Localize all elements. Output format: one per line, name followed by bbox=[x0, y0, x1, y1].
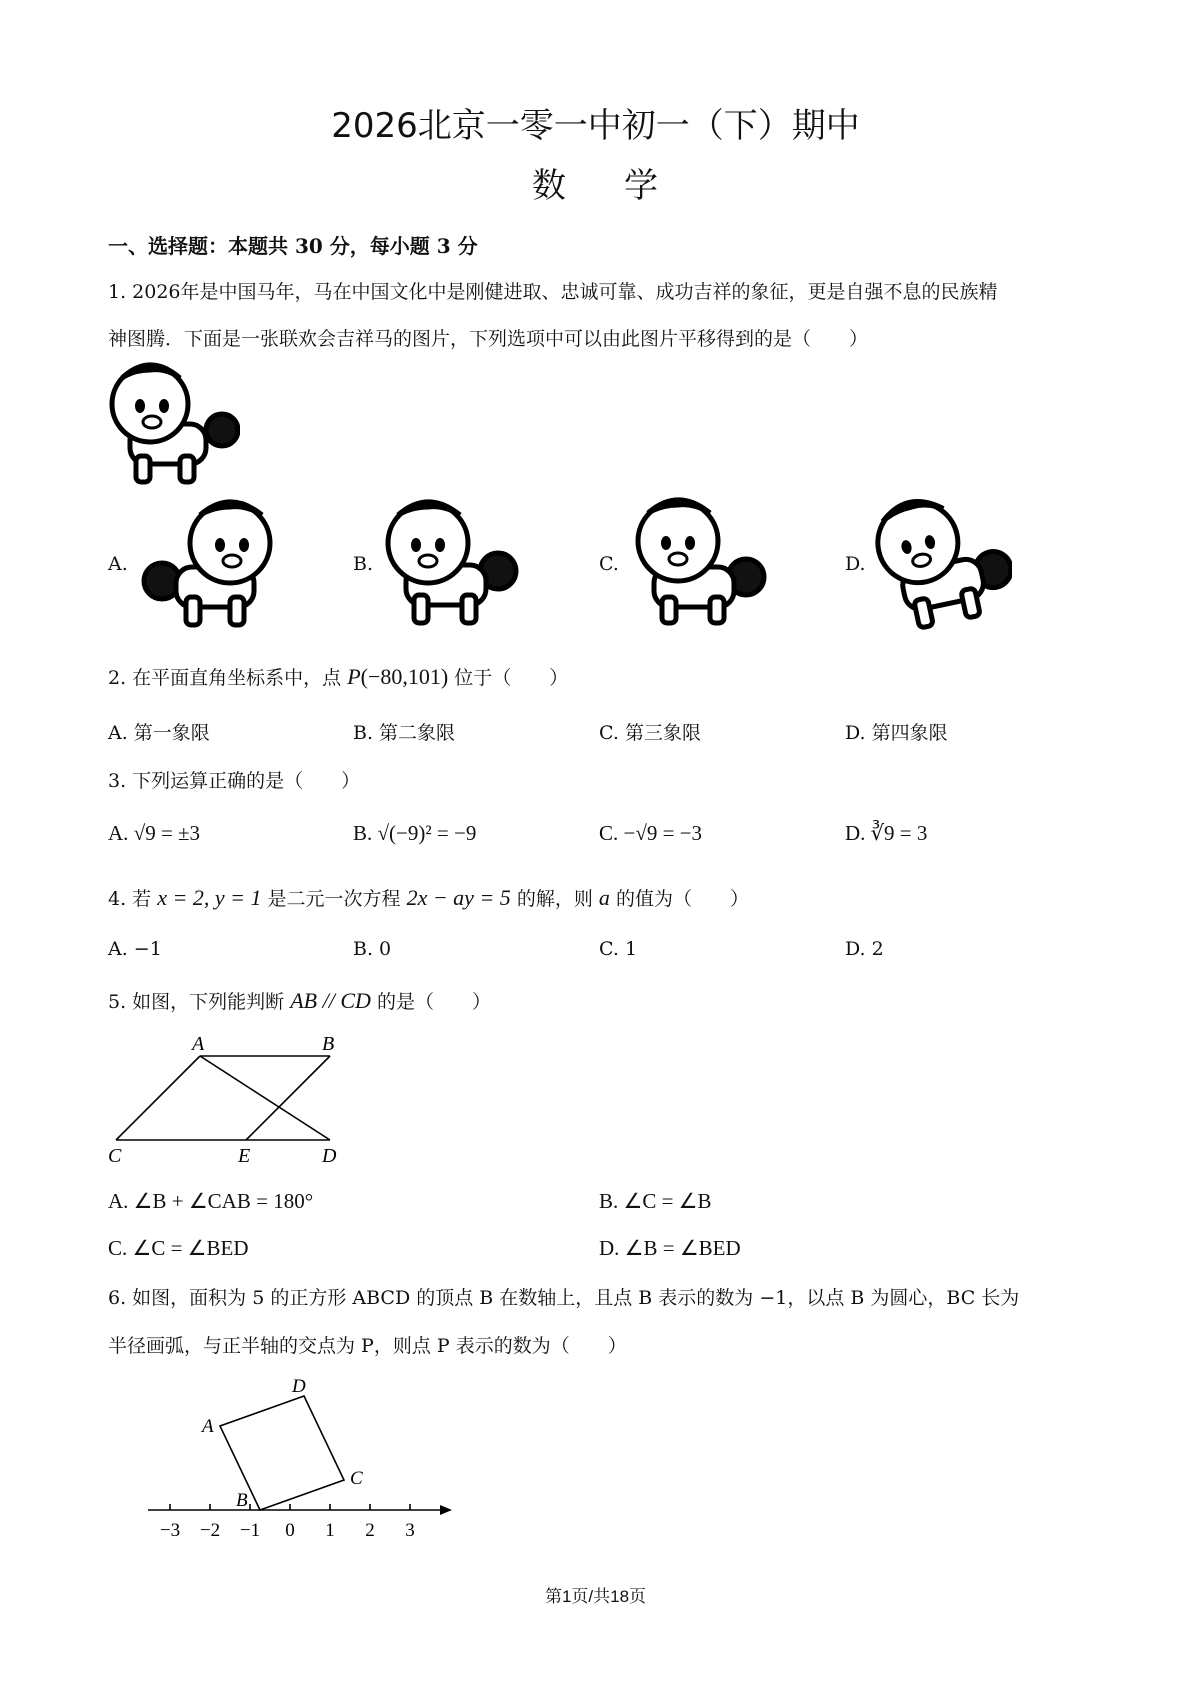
q1-option-b-label[interactable]: B. bbox=[353, 553, 374, 575]
q5-suffix: 的是（ ） bbox=[376, 991, 491, 1013]
q1-option-d-label[interactable]: D. bbox=[845, 553, 866, 575]
q4-prefix: 4. 若 bbox=[108, 888, 152, 910]
subject-title: 数学 bbox=[532, 166, 716, 206]
q6-label-d: D bbox=[292, 1376, 306, 1397]
q1-option-a-label[interactable]: A. bbox=[108, 553, 128, 575]
q6-label-c: C bbox=[350, 1468, 363, 1489]
q4-end: 的值为（ ） bbox=[615, 888, 749, 910]
question-5-stem bbox=[108, 987, 491, 1014]
q2-suffix: 位于（ ） bbox=[454, 667, 569, 689]
q4-var: a bbox=[598, 885, 610, 910]
q4-option-c[interactable]: C. 1 bbox=[599, 938, 638, 960]
q5-prefix: 5. 如图，下列能判断 bbox=[108, 991, 285, 1013]
q1-option-d-image[interactable] bbox=[872, 488, 1012, 633]
q3-option-a[interactable]: A. √9 = ±3 bbox=[108, 821, 201, 845]
q1-option-c-label[interactable]: C. bbox=[599, 553, 619, 575]
q6-tick-3: 3 bbox=[405, 1520, 415, 1541]
q3-option-c[interactable]: C. −√9 = −3 bbox=[599, 821, 703, 845]
q5-option-d[interactable]: D. ∠B = ∠BED bbox=[599, 1236, 741, 1260]
q4-suffix: 的解，则 bbox=[516, 888, 593, 910]
q6-number-line-figure bbox=[140, 1370, 460, 1550]
q1-option-c-image[interactable] bbox=[628, 495, 768, 630]
q4-condition: x = 2, y = 1 bbox=[157, 885, 262, 910]
q2-option-a[interactable]: A. 第一象限 bbox=[108, 722, 210, 744]
q6-tick-neg1: −1 bbox=[239, 1520, 261, 1541]
q5-option-a[interactable]: A. ∠B + ∠CAB = 180° bbox=[108, 1189, 314, 1213]
q5-relation: AB // CD bbox=[290, 988, 371, 1013]
q4-option-d[interactable]: D. 2 bbox=[845, 938, 884, 960]
page-title: 2026北京一零一中初一（下）期中 bbox=[331, 106, 860, 146]
q3-option-b[interactable]: B. √(−9)² = −9 bbox=[353, 821, 477, 845]
q2-option-b[interactable]: B. 第二象限 bbox=[353, 722, 456, 744]
q2-prefix: 2. 在平面直角坐标系中，点 bbox=[108, 667, 342, 689]
q5-label-d: D bbox=[322, 1145, 337, 1167]
q5-label-e: E bbox=[238, 1145, 251, 1167]
q2-point-var: P bbox=[347, 664, 361, 689]
q4-option-a[interactable]: A. −1 bbox=[108, 938, 162, 960]
q1-option-a-image[interactable] bbox=[140, 495, 280, 630]
question-4-stem bbox=[108, 884, 749, 911]
q4-equation: 2x − ay = 5 bbox=[406, 885, 511, 910]
question-1-line-2: 神图腾．下面是一张联欢会吉祥马的图片，下列选项中可以由此图片平移得到的是（ ） bbox=[108, 328, 869, 350]
q2-option-d[interactable]: D. 第四象限 bbox=[845, 722, 948, 744]
q2-point-coords: (−80,101) bbox=[360, 664, 449, 689]
question-6-line-2: 半径画弧，与正半轴的交点为 P，则点 P 表示的数为（ ） bbox=[108, 1335, 627, 1357]
question-6-line-1: 6. 如图，面积为 5 的正方形 ABCD 的顶点 B 在数轴上，且点 B 表示的数为 −1，以点 B 为圆心，BC 长为 bbox=[108, 1287, 1020, 1309]
q1-option-b-image[interactable] bbox=[380, 495, 520, 630]
q5-label-c: C bbox=[108, 1145, 122, 1167]
question-2-stem bbox=[108, 663, 568, 690]
q6-tick-2: 2 bbox=[365, 1520, 375, 1541]
q6-tick-1: 1 bbox=[325, 1520, 335, 1541]
section-heading: 一、选择题：本题共 30 分，每小题 3 分 bbox=[108, 234, 478, 258]
mascot-horse-image bbox=[100, 358, 240, 488]
q5-geometry-figure bbox=[100, 1030, 360, 1170]
page-number: 第1页/共18页 bbox=[544, 1587, 647, 1606]
q4-option-b[interactable]: B. 0 bbox=[353, 938, 392, 960]
q6-tick-0: 0 bbox=[285, 1520, 295, 1541]
q5-option-b[interactable]: B. ∠C = ∠B bbox=[599, 1189, 712, 1213]
q5-label-a: A bbox=[192, 1033, 205, 1055]
q6-tick-neg2: −2 bbox=[199, 1520, 221, 1541]
q6-tick-neg3: −3 bbox=[159, 1520, 181, 1541]
q5-label-b: B bbox=[322, 1033, 335, 1055]
q6-label-a: A bbox=[202, 1416, 214, 1437]
q2-option-c[interactable]: C. 第三象限 bbox=[599, 722, 701, 744]
q4-mid: 是二元一次方程 bbox=[267, 888, 401, 910]
q6-label-b: B bbox=[236, 1490, 248, 1511]
question-1-line-1: 1. 2026年是中国马年，马在中国文化中是刚健进取、忠诚可靠、成功吉祥的象征，更是自强不息的民族精 bbox=[108, 281, 998, 303]
question-3-stem: 3. 下列运算正确的是（ ） bbox=[108, 770, 361, 792]
q5-option-c[interactable]: C. ∠C = ∠BED bbox=[108, 1236, 249, 1260]
q3-option-d[interactable]: D. ∛9 = 3 bbox=[845, 821, 928, 845]
